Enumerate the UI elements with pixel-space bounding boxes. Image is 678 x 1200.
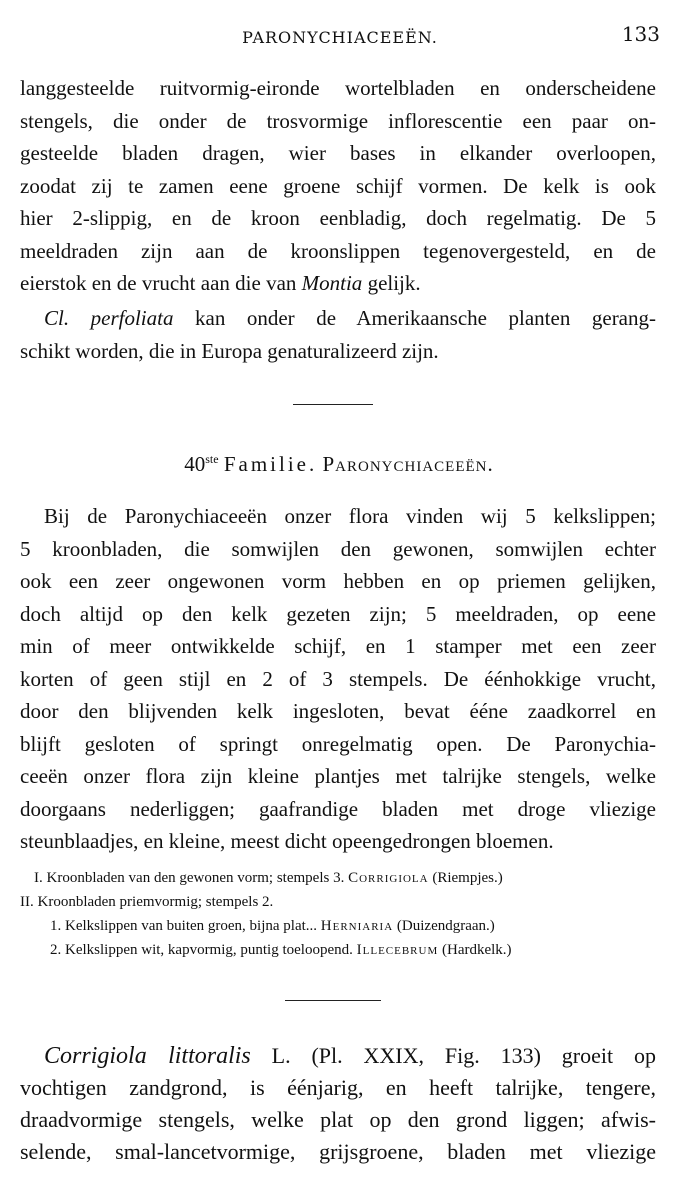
text-line: meeldraden zijn aan de kroonslippen tegenovergesteld, en de: [20, 238, 656, 263]
text-line: draadvormige stengels, welke plat op den grond liggen; afwis-: [20, 1107, 656, 1132]
text-line: selende, smal-lancetvormige, grijsgroene, bladen met vliezige: [20, 1139, 656, 1164]
text-line: Cl. perfoliata kan onder de Amerikaansche planten gerang-: [44, 306, 656, 330]
section-divider: [293, 404, 373, 405]
key-row: I. Kroonbladen van den gewonen vorm; stempels 3. Corrigiola (Riempjes.): [34, 870, 503, 886]
key-genus: Illecebrum: [356, 942, 439, 958]
text-line: hier 2-slippig, en de kroon eenbladig, doch regelmatig. De 5: [20, 206, 656, 230]
text-line: langgesteelde ruitvormig-eironde wortelbladen en onderscheidene: [20, 76, 656, 100]
text-line: ceeën onzer flora zijn kleine plantjes met talrijke stengels, welke: [20, 764, 656, 788]
key-row: II. Kroonbladen priemvormig; stempels 2.: [20, 894, 274, 910]
text-line: stengels, die onder de trosvormige inflorescentie een paar on-: [20, 108, 656, 133]
paragraph-montia-description: [20, 72, 656, 300]
text-line: steunblaadjes, en kleine, meest dicht opeengedrongen bloemen.: [20, 829, 554, 853]
paragraph-perfoliata: [20, 302, 656, 367]
text-line: blijft gesloten of springt onregelmatig open. De Paronychia-: [20, 731, 656, 756]
text-line: Bij de Paronychiaceeën onzer flora vinden wij 5 kelkslippen;: [44, 504, 656, 528]
family-heading: [0, 452, 678, 477]
page-number: 133: [621, 22, 660, 46]
text-line: korten of geen stijl en 2 of 3 stempels. De éénhokkige vrucht,: [20, 666, 656, 691]
key-genus: Corrigiola: [348, 870, 429, 886]
paragraph-corrigiola: [20, 1040, 656, 1168]
family-number-suffix: ste: [205, 452, 219, 466]
family-name: Paronychiaceeën.: [322, 452, 494, 476]
paragraph-family-description: [20, 500, 656, 858]
family-number: 40: [184, 452, 206, 476]
text-line: doorgaans nederliggen; gaafrandige bladen met droge vliezige: [20, 796, 656, 821]
text-line: vochtigen zandgrond, is éénjarig, en heeft talrijke, tengere,: [20, 1075, 656, 1100]
page-header: [20, 22, 660, 52]
key-row: 1. Kelkslippen van buiten groen, bijna plat... Herniaria (Duizendgraan.): [50, 918, 495, 934]
species-name-italic: Cl. perfoliata: [44, 306, 174, 330]
text-line: min of meer ontwikkelde schijf, en 1 stamper met een zeer: [20, 634, 656, 658]
text-line: doch altijd op den kelk gezeten zijn; 5 meeldraden, op eene: [20, 601, 656, 626]
text-line: Corrigiola littoralis L. (Pl. XXIX, Fig. 133) groeit op: [44, 1043, 656, 1069]
key-row: 2. Kelkslippen wit, kapvormig, puntig toeloopend. Illecebrum (Hardkelk.): [50, 942, 512, 958]
text-line: eierstok en de vrucht aan die van Montia gelijk.: [20, 271, 421, 295]
text-line: 5 kroonbladen, die somwijlen den gewonen, somwijlen echter: [20, 536, 656, 561]
genus-name-italic: Montia: [301, 271, 363, 295]
text-line: gesteelde bladen dragen, wier bases in elkander overloopen,: [20, 141, 656, 165]
species-name-italic: Corrigiola littoralis: [44, 1043, 251, 1069]
key-genus: Herniaria: [320, 918, 394, 934]
text-line: zoodat zij te zamen eene groene schijf vormen. De kelk is ook: [20, 173, 656, 198]
section-divider: [285, 1000, 381, 1001]
text-line: schikt worden, die in Europa genaturalizeerd zijn.: [20, 338, 439, 363]
text-line: ook een zeer ongewonen vorm hebben en op priemen gelijken,: [20, 569, 656, 593]
text-line: door den blijvenden kelk ingesloten, bevat ééne zaadkorrel en: [20, 699, 656, 723]
family-word: Familie.: [223, 452, 318, 476]
running-head: PARONYCHIACEEËN.: [242, 28, 438, 47]
